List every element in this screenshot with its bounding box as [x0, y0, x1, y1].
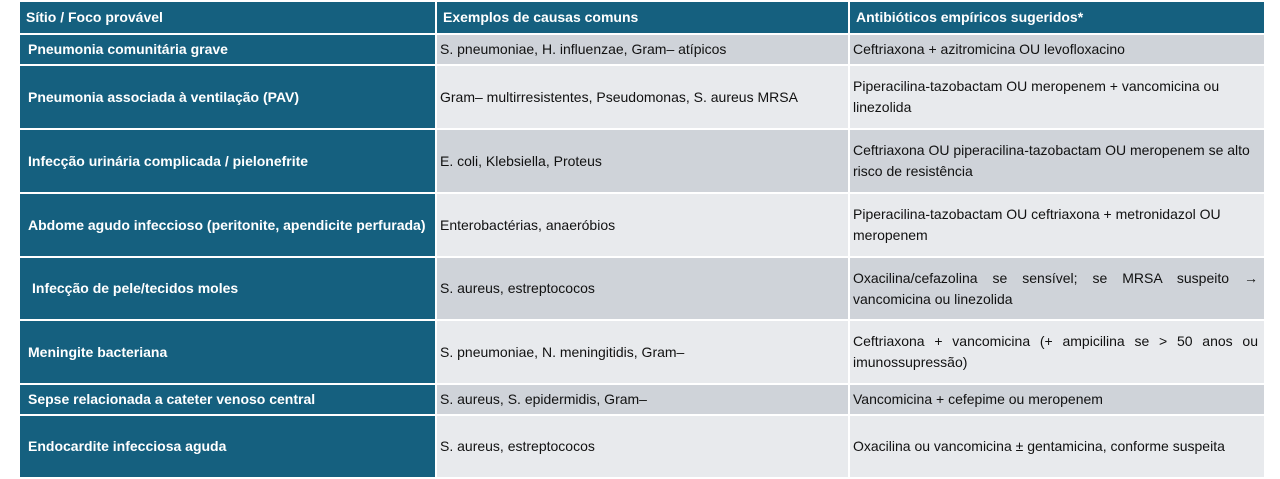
table-row: [19, 65, 1265, 129]
row-antibiotics: Ceftriaxona + azitromicina OU levofloxacino: [849, 34, 1265, 65]
table-row: [19, 415, 1265, 478]
row-antibiotics: Oxacilina ou vancomicina ± gentamicina, conforme suspeita: [849, 415, 1265, 478]
table-row: [19, 320, 1265, 384]
row-causes: Enterobactérias, anaeróbios: [436, 193, 849, 257]
row-site: Infecção urinária complicada / pielonefrite: [19, 129, 436, 193]
row-causes: Gram– multirresistentes, Pseudomonas, S. aureus MRSA: [436, 65, 849, 129]
table-row: [19, 34, 1265, 65]
row-site: Pneumonia comunitária grave: [19, 34, 436, 65]
row-causes: S. pneumoniae, N. meningitidis, Gram–: [436, 320, 849, 384]
row-antibiotics: Ceftriaxona + vancomicina (+ ampicilina se > 50 anos ou imunossupressão): [849, 320, 1265, 384]
row-site: Abdome agudo infeccioso (peritonite, apendicite perfurada): [19, 193, 436, 257]
row-site: Endocardite infecciosa aguda: [19, 415, 436, 478]
table-row: [19, 384, 1265, 415]
row-site: Infecção de pele/tecidos moles: [19, 257, 436, 320]
row-causes: S. aureus, estreptococos: [436, 257, 849, 320]
header-antibiotics: Antibióticos empíricos sugeridos*: [849, 1, 1265, 34]
row-site: Pneumonia associada à ventilação (PAV): [19, 65, 436, 129]
table-row: [19, 129, 1265, 193]
table-row: [19, 193, 1265, 257]
row-antibiotics: Piperacilina-tazobactam OU meropenem + vancomicina ou linezolida: [849, 65, 1265, 129]
row-antibiotics: Oxacilina/cefazolina se sensível; se MRSA suspeito → vancomicina ou linezolida: [849, 257, 1265, 320]
row-causes: S. aureus, S. epidermidis, Gram–: [436, 384, 849, 415]
header-causes: Exemplos de causas comuns: [436, 1, 849, 34]
table-row: [19, 257, 1265, 320]
row-causes: S. aureus, estreptococos: [436, 415, 849, 478]
header-site: Sítio / Foco provável: [19, 1, 436, 34]
header-row: [19, 1, 1265, 34]
antibiotic-table: [18, 0, 1266, 479]
row-causes: E. coli, Klebsiella, Proteus: [436, 129, 849, 193]
row-antibiotics: Vancomicina + cefepime ou meropenem: [849, 384, 1265, 415]
row-causes: S. pneumoniae, H. influenzae, Gram– atípicos: [436, 34, 849, 65]
row-site: Meningite bacteriana: [19, 320, 436, 384]
row-site: Sepse relacionada a cateter venoso central: [19, 384, 436, 415]
row-antibiotics: Ceftriaxona OU piperacilina-tazobactam OU meropenem se alto risco de resistência: [849, 129, 1265, 193]
row-antibiotics: Piperacilina-tazobactam OU ceftriaxona + metronidazol OU meropenem: [849, 193, 1265, 257]
